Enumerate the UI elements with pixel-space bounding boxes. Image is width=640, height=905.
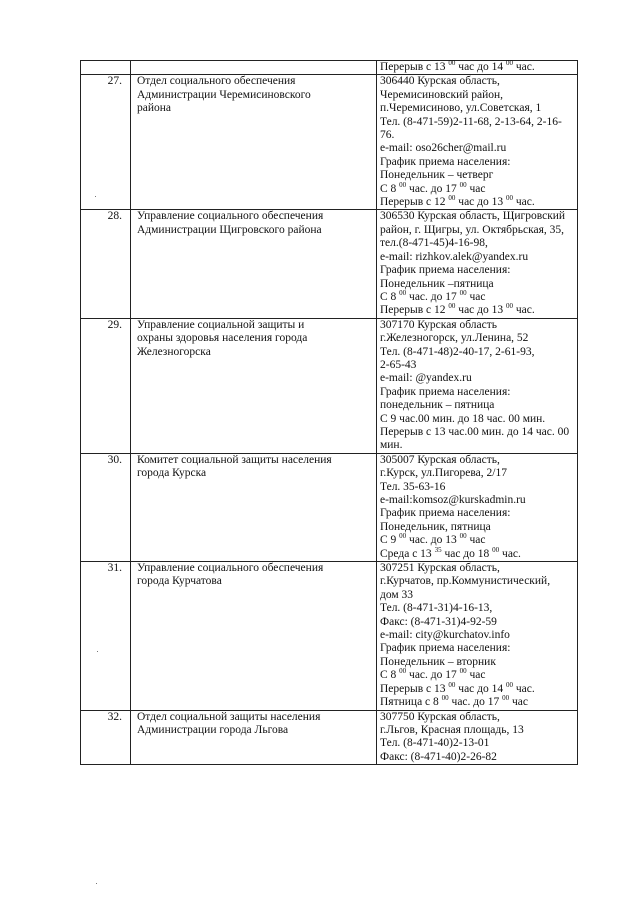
text-segment: График приема населения: [380, 155, 511, 168]
table-row [81, 453, 578, 561]
contact-line [380, 696, 574, 709]
office-name-line: Администрации Черемисиновского [137, 88, 311, 101]
contact-line [380, 196, 574, 209]
text-segment: г.Льгов, Красная площадь, 13 [380, 723, 524, 736]
office-name-line: города Курчатова [137, 575, 222, 588]
office-name-cell [131, 318, 377, 453]
contact-line [380, 413, 574, 426]
text-segment: час [466, 290, 486, 303]
text-segment: час. [499, 547, 521, 560]
text-segment: час. до 17 [406, 290, 460, 303]
text-segment: Факс: (8-471-31)4-92-59 [380, 615, 497, 628]
superscript-minutes: 00 [506, 59, 513, 67]
office-contact-cell [377, 562, 578, 710]
row-number: 30. [81, 453, 131, 561]
text-segment: С 8 [380, 182, 400, 195]
superscript-minutes: 00 [459, 180, 467, 189]
text-segment: час [466, 669, 486, 682]
text-segment: e-mail: city@kurchatov.info [380, 629, 510, 642]
text-segment: час. [513, 304, 535, 317]
superscript-minutes: 00 [448, 302, 456, 311]
text-segment: Понедельник, пятница [380, 520, 491, 533]
contact-line [380, 251, 574, 264]
offices-table-body [81, 61, 578, 765]
text-segment: 306530 Курская область, Щигровский [380, 210, 566, 223]
text-segment: п.Черемисиново, ул.Советская, 1 [380, 102, 542, 115]
superscript-minutes: 00 [399, 667, 407, 676]
superscript-minutes: 00 [506, 680, 513, 689]
text-segment: С 9 час.00 мин. до 18 час. 00 мин. [380, 412, 546, 425]
superscript-minutes: 00 [399, 288, 407, 297]
contact-line [380, 589, 574, 602]
contact-line [380, 521, 574, 534]
text-segment: e-mail: rizhkov.alek@yandex.ru [380, 250, 529, 263]
superscript-minutes: 35 [434, 545, 442, 554]
table-row [81, 318, 578, 453]
contact-line [380, 642, 574, 655]
table-row [81, 710, 578, 765]
continuation-line [380, 61, 574, 74]
text-segment: час. до 17 [406, 182, 460, 195]
contact-line [380, 332, 574, 345]
continuation-row [81, 61, 578, 75]
contact-line [380, 680, 574, 696]
office-contact-cell [377, 710, 578, 765]
contact-line [380, 346, 574, 359]
contact-line [380, 142, 574, 155]
office-name-line: Администрации города Льгова [137, 723, 289, 736]
text-segment: Черемисиновский район, [380, 88, 504, 101]
office-name-line: города Курска [137, 467, 207, 480]
text-segment: Пятница с 8 [380, 696, 442, 709]
contact-line [380, 237, 574, 250]
superscript-minutes: 00 [492, 545, 500, 554]
text-segment: e-mail: oso26cher@mail.ru [380, 142, 507, 155]
superscript-minutes: 00 [448, 59, 456, 67]
scan-speck [95, 196, 96, 197]
office-name-cell [131, 75, 377, 210]
offices-table [80, 60, 578, 765]
superscript-minutes: 00 [441, 694, 449, 703]
text-segment: час до 14 [455, 61, 506, 73]
office-name-cell [131, 562, 377, 710]
contact-line [380, 288, 574, 304]
text-segment: Тел. 35-63-16 [380, 480, 446, 493]
text-segment: С 9 [380, 534, 400, 547]
text-segment: час. [513, 61, 535, 73]
contact-line [380, 264, 574, 277]
text-segment: Перерыв с 13 [380, 61, 449, 73]
text-segment: час. до 17 [406, 669, 460, 682]
text-segment: час. до 13 [406, 534, 460, 547]
contact-line [380, 534, 574, 547]
table-row [81, 210, 578, 318]
text-segment: 307170 Курская область [380, 318, 497, 331]
contact-line [380, 724, 574, 737]
text-segment: тел.(8-471-45)4-16-98, [380, 237, 488, 250]
text-segment: Понедельник –пятница [380, 277, 494, 290]
contact-line [380, 210, 574, 223]
office-name-line: Комитет социальной защиты населения [137, 453, 332, 466]
contact-line [380, 116, 574, 129]
text-segment: Перерыв с 13 час.00 мин. до 14 час. 00 [380, 425, 570, 438]
text-segment: час. [513, 196, 535, 209]
text-segment: 2-65-43 [380, 358, 417, 371]
contact-line [380, 616, 574, 629]
text-segment: час до 14 [455, 682, 506, 695]
text-segment: Тел. (8-471-48)2-40-17, 2-61-93, [380, 345, 535, 358]
scan-speck [96, 883, 97, 884]
text-segment: e-mail: @yandex.ru [380, 372, 472, 385]
office-name-line: Управление социальной защиты и [137, 318, 305, 331]
contact-line [380, 156, 574, 169]
text-segment: График приема населения: [380, 385, 511, 398]
superscript-minutes: 00 [399, 180, 407, 189]
text-segment: 306440 Курская область, [380, 75, 500, 88]
contact-line [380, 359, 574, 372]
office-name-line: Управление социального обеспечения [137, 210, 324, 223]
contact-line [380, 180, 574, 196]
text-segment: час [466, 182, 486, 195]
contact-line [380, 629, 574, 642]
office-name-line: Железногорска [137, 345, 211, 358]
contact-line [380, 386, 574, 399]
contact-line [380, 467, 574, 480]
table-row [81, 75, 578, 210]
text-segment: час. до 17 [448, 696, 503, 709]
text-segment: дом 33 [380, 588, 414, 601]
text-segment: час [509, 696, 529, 709]
office-contact-cell [377, 453, 578, 561]
text-segment: г.Железногорск, ул.Ленина, 52 [380, 332, 529, 345]
contact-line [380, 545, 574, 561]
contact-line [380, 224, 574, 237]
superscript-minutes: 00 [506, 302, 513, 311]
row-number: 28. [81, 210, 131, 318]
office-name-line: Управление социального обеспечения [137, 562, 324, 575]
text-segment: Понедельник – четверг [380, 169, 494, 182]
text-segment: г.Курск, ул.Пигорева, 2/17 [380, 467, 507, 480]
row-number: 27. [81, 75, 131, 210]
text-segment: г.Курчатов, пр.Коммунистический, [380, 575, 551, 588]
text-segment: час до 13 [455, 304, 506, 317]
text-segment: мин. [380, 439, 403, 452]
continuation-name-cell [131, 61, 377, 75]
table-row [81, 562, 578, 710]
superscript-minutes: 00 [399, 532, 407, 541]
row-number: 32. [81, 710, 131, 765]
text-segment: 307251 Курская область, [380, 562, 500, 575]
text-segment: час. [513, 682, 535, 695]
text-segment: Понедельник – вторник [380, 655, 496, 668]
text-segment: Тел. (8-471-59)2-11-68, 2-13-64, 2-16- [380, 115, 562, 128]
text-segment: График приема населения: [380, 264, 511, 277]
contact-line [380, 669, 574, 682]
contact-line [380, 454, 574, 467]
contact-line [380, 372, 574, 385]
row-number: 29. [81, 318, 131, 453]
text-segment: час до 18 [441, 547, 493, 560]
contact-line [380, 711, 574, 724]
contact-line [380, 439, 574, 452]
contact-line [380, 129, 574, 142]
contact-line [380, 656, 574, 669]
text-segment: 76. [380, 129, 395, 142]
text-segment: час [466, 534, 486, 547]
text-segment: 307750 Курская область, [380, 710, 500, 723]
text-segment: Перерыв с 12 [380, 304, 449, 317]
text-segment: Среда с 13 [380, 547, 435, 560]
contact-line [380, 89, 574, 102]
office-contact-cell [377, 210, 578, 318]
text-segment: Тел. (8-471-31)4-16-13, [380, 602, 493, 615]
text-segment: район, г. Щигры, ул. Октябрьская, 35, [380, 223, 565, 236]
superscript-minutes: 00 [459, 288, 467, 297]
text-segment: понедельник – пятница [380, 399, 495, 412]
text-segment: Перерыв с 12 [380, 196, 449, 209]
text-segment: Перерыв с 13 [380, 682, 449, 695]
office-name-cell [131, 453, 377, 561]
office-name-line: охраны здоровья населения города [137, 332, 308, 345]
contact-line [380, 481, 574, 494]
scan-speck [97, 651, 98, 652]
text-segment: С 8 [380, 669, 400, 682]
contact-line [380, 75, 574, 88]
superscript-minutes: 00 [448, 194, 456, 203]
contact-line [380, 102, 574, 115]
office-name-cell [131, 210, 377, 318]
office-name-cell [131, 710, 377, 765]
superscript-minutes: 00 [459, 532, 467, 541]
office-name-line: Администрации Щигровского района [137, 223, 322, 236]
text-segment: 305007 Курская область, [380, 453, 500, 466]
contact-line [380, 319, 574, 332]
superscript-minutes: 00 [506, 194, 513, 203]
text-segment: e-mail:komsoz@kurskadmin.ru [380, 494, 526, 506]
contact-line [380, 575, 574, 588]
text-segment: час до 13 [455, 196, 506, 209]
contact-line [380, 426, 574, 439]
text-segment: График приема населения: [380, 507, 511, 520]
contact-line [380, 304, 574, 317]
continuation-num-cell [81, 61, 131, 75]
office-contact-cell [377, 75, 578, 210]
superscript-minutes: 00 [502, 694, 510, 703]
contact-line [380, 494, 574, 507]
superscript-minutes: 00 [448, 680, 456, 689]
contact-line [380, 737, 574, 750]
text-segment: Тел. (8-471-40)2-13-01 [380, 737, 490, 750]
office-name-line: Отдел социального обеспечения [137, 75, 296, 88]
office-name-line: района [137, 102, 172, 115]
office-name-line: Отдел социальной защиты населения [137, 710, 321, 723]
contact-line [380, 399, 574, 412]
superscript-minutes: 00 [459, 667, 467, 676]
contact-line [380, 507, 574, 520]
contact-line [380, 602, 574, 615]
contact-line [380, 169, 574, 182]
row-number: 31. [81, 562, 131, 710]
text-segment: Факс: (8-471-40)2-26-82 [380, 750, 497, 763]
continuation-info-cell [377, 61, 578, 75]
text-segment: С 8 [380, 290, 400, 303]
text-segment: График приема населения: [380, 642, 511, 655]
office-contact-cell [377, 318, 578, 453]
contact-line [380, 751, 574, 764]
contact-line [380, 278, 574, 291]
contact-line [380, 562, 574, 575]
